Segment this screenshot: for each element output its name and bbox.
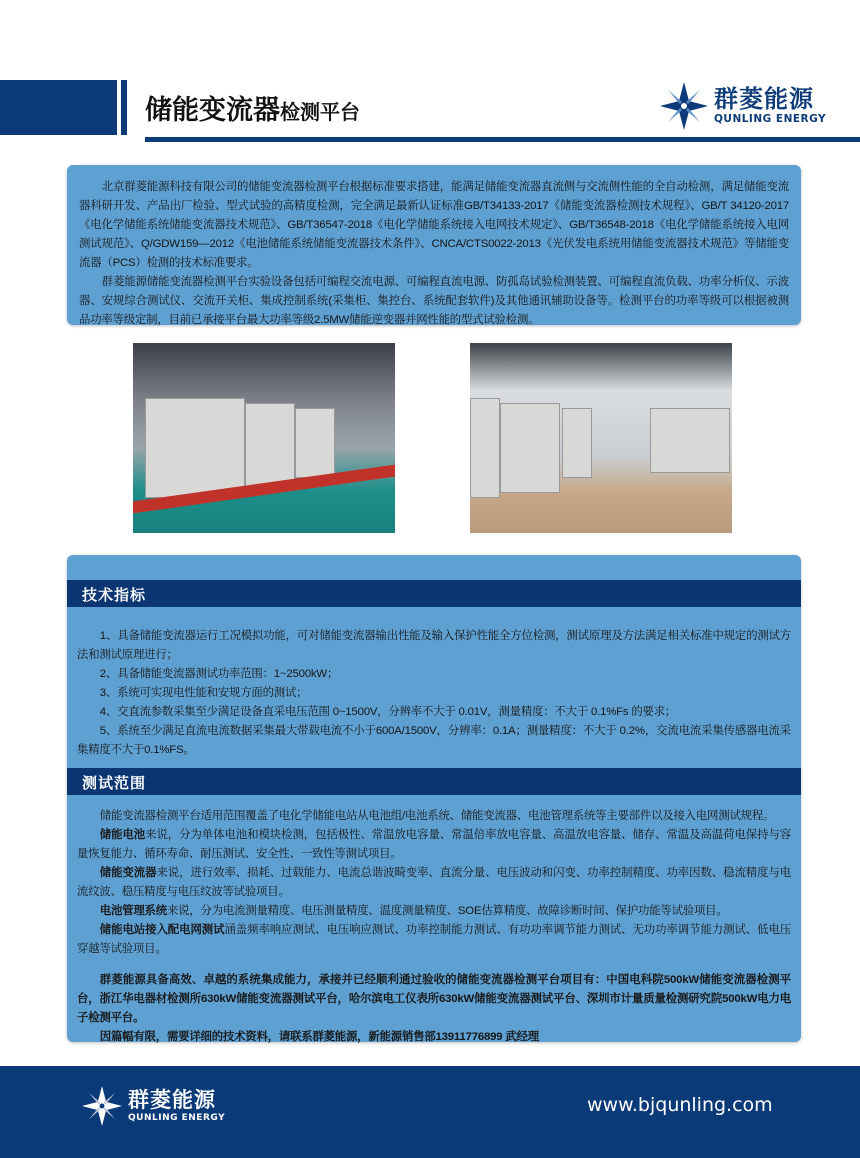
tech-item: 3、系统可实现电性能和安规方面的测试； — [99, 687, 308, 699]
header-divider — [121, 80, 127, 135]
company-logo — [660, 82, 826, 130]
intro-panel — [67, 165, 801, 325]
lab-photo-left — [133, 343, 395, 533]
title-sub: 检测平台 — [280, 100, 360, 124]
section-heading-scope: 测试范围 — [67, 768, 801, 795]
scope-list — [77, 807, 791, 1047]
tech-item: 4、交直流参数采集至少满足设备直采电压范围 0~1500V，分辨率不大于 0.01V，测量精度：不大于 0.1%Fs 的要求； — [99, 706, 677, 718]
scope-item — [77, 864, 791, 902]
logo-cn: 群菱能源 — [128, 1087, 216, 1112]
scope-item — [77, 826, 791, 864]
logo-en: QUNLING ENERGY — [714, 113, 827, 126]
page-title — [145, 88, 360, 127]
tech-item: 1、具备储能变流器运行工况模拟功能，可对储能变流器输出性能及输入保护性能全方位检测，测试原理及方法满足相关标准中规定的测试方法和测试原理进行； — [77, 630, 791, 661]
scope-item — [77, 902, 791, 921]
contact-info: 因篇幅有限，需要详细的技术资料，请联系群菱能源，新能源销售部13911776899 武经理 — [99, 1031, 539, 1043]
header-rule — [145, 137, 860, 142]
intro-paragraph: 群菱能源储能变流器检测平台实验设备包括可编程交流电源、可编程直流电源、防孤岛试验检测装置、可编程直流负载、功率分析仪、示波器、安规综合测试仪、交流开关柜、集成控制系统(采集柜、集控台、系统配套软件)及其他通讯辅助设备等。检测平台的功率等级可以根据被测品功率等级定制，目前已承接平台最大功率等级2.5MW储能逆变器并网性能的型式试验检测。 — [79, 276, 789, 326]
logo-en: QUNLING ENERGY — [128, 1112, 226, 1123]
tech-item: 2、具备储能变流器测试功率范围：1~2500kW； — [99, 668, 339, 680]
scope-item-lead: 储能电站接入配电网测试 — [99, 924, 225, 936]
scope-item-lead: 储能变流器 — [99, 867, 157, 879]
logo-cn: 群菱能源 — [714, 85, 814, 114]
section-heading-tech: 技术指标 — [67, 580, 801, 607]
scope-item-text: 来说，进行效率、损耗、过载能力、电流总谐波畸变率、直流分量、电压波动和闪变、功率控制精度、功率因数、稳流精度与电流纹波、稳压精度与电压纹波等试验项目。 — [77, 867, 791, 898]
scope-intro: 储能变流器检测平台适用范围覆盖了电化学储能电站从电池组/电池系统、储能变流器、电池管理系统等主要部件以及接入电网测试规程。 — [99, 810, 775, 822]
star-logo-icon — [660, 82, 708, 130]
scope-item-text: 来说，分为电流测量精度、电压测量精度、温度测量精度、SOE估算精度、故障诊断时间、保护功能等试验项目。 — [166, 905, 728, 917]
project-references: 群菱能源具备高效、卓越的系统集成能力，承接并已经顺利通过验收的储能变流器检测平台项目有：中国电科院500kW储能变流器检测平台，浙江华电器材检测所630kW储能变流器测试平台，哈尔滨电工仪表所630kW储能变流器测试平台、深圳市计量质量检测研究院500kW电力电子检测平台。 — [77, 974, 791, 1024]
spec-panel — [67, 555, 801, 1042]
lab-photo-right — [470, 343, 732, 533]
tech-item: 5、系统至少满足直流电流数据采集最大带载电流不小于600A/1500V，分辨率：0.1A；测量精度：不大于 0.2%，交流电流采集传感器电流采集精度不大于0.1%FS。 — [77, 725, 791, 756]
scope-item-lead: 电池管理系统 — [99, 905, 167, 917]
header-block — [0, 80, 117, 135]
website-link[interactable]: www.bjqunling.com — [587, 1094, 773, 1116]
intro-paragraph: 北京群菱能源科技有限公司的储能变流器检测平台根据标准要求搭建，能满足储能变流器直流侧与交流侧性能的全自动检测，满足储能变流器科研开发、产品出厂检验、型式试验的高精度检测，完全满足最新认证标准GB/T34133-2017《储能变流器检测技术规程》、GB/T 34120-2017《电化学储能系统储能变流器技术规范》、GB/T36547-2018《电化学储能系统接入电网技术规定》、GB/T36548-2018《电化学储能系统接入电网测试规范》、Q/GDW159—2012《电池储能系统储能变流器技术条件》、CNCA/CTS0022-2013《光伏发电系统用储能变流器技术规范》等储能变流器（PCS）检测的技术标准要求。 — [79, 181, 789, 269]
title-main: 储能变流器 — [145, 95, 280, 126]
scope-item — [77, 921, 791, 959]
footer-logo — [82, 1086, 225, 1126]
star-logo-icon — [82, 1086, 122, 1126]
tech-list — [77, 627, 791, 760]
scope-item-text: 涵盖频率响应测试、电压响应测试、功率控制能力测试、有功功率调节能力测试、无功功率调节能力测试、低电压穿越等试验项目。 — [77, 924, 791, 955]
scope-item-text: 来说，分为单体电池和模块检测，包括极性、常温放电容量、常温倍率放电容量、高温放电容量、储存、常温及高温荷电保持与容量恢复能力、循环寿命、耐压测试、安全性、一致性等测试项目。 — [77, 829, 792, 860]
scope-item-lead: 储能电池 — [99, 829, 146, 841]
